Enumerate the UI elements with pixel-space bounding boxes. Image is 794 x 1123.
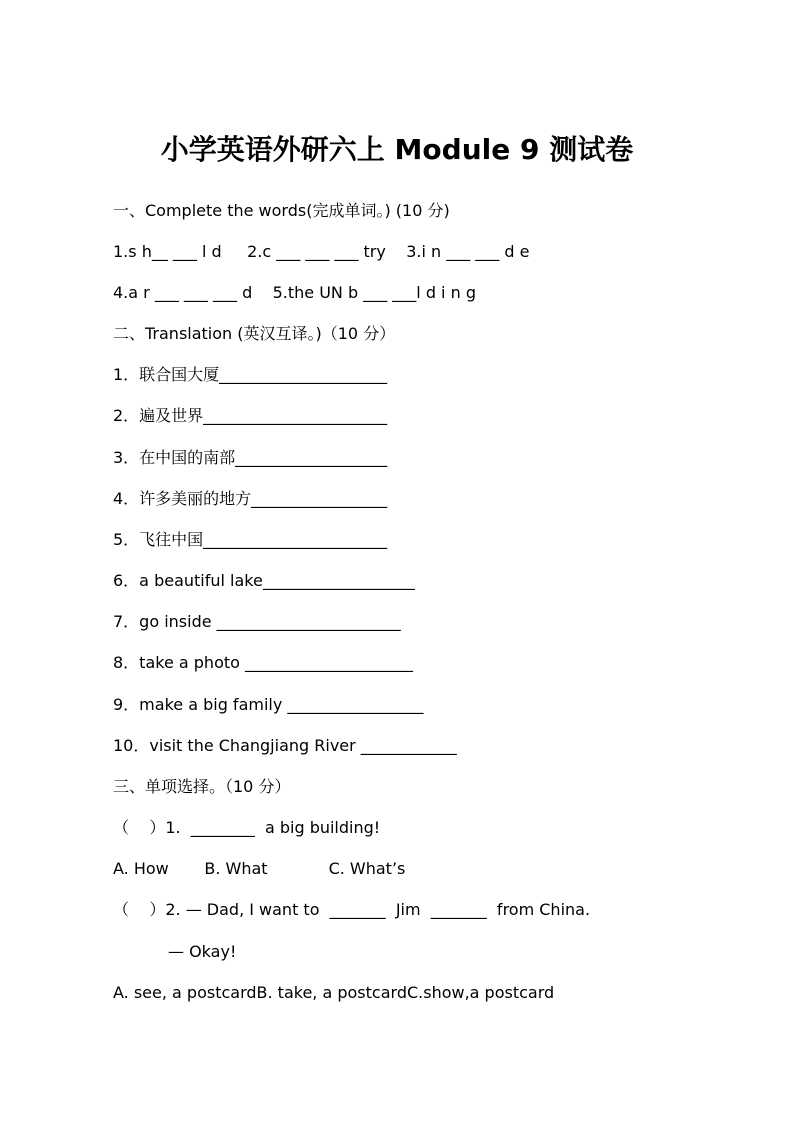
translation-item: 1．联合国大厦_____________________ — [113, 365, 388, 384]
translation-item: 7．go inside _______________________ — [113, 612, 401, 631]
translation-item: 8．take a photo _____________________ — [113, 653, 414, 672]
section-1-heading: 一、Complete the words(完成单词。) (10 分) — [113, 201, 450, 220]
question-2: （ ）2. — Dad, I want to _______ Jim _______ from China. — [113, 900, 591, 919]
question-2-reply: — Okay! — [168, 942, 237, 961]
translation-item: 2．遍及世界_______________________ — [113, 406, 388, 425]
translation-item: 3．在中国的南部___________________ — [113, 448, 388, 467]
question-1-options: A. How B. What C. What’s — [113, 859, 406, 878]
section-1-line-2: 4.a r ___ ___ ___ d 5.the UN b ___ ___l d i n g — [113, 283, 476, 302]
translation-item: 4．许多美丽的地方_________________ — [113, 489, 388, 508]
translation-item: 9．make a big family _________________ — [113, 695, 424, 714]
section-1-line-1: 1.s h__ ___ l d 2.c ___ ___ ___ try 3.i n ___ ___ d e — [113, 242, 530, 261]
section-2-heading: 二、Translation (英汉互译。)（10 分） — [113, 324, 396, 343]
translation-item: 5．飞往中国_______________________ — [113, 530, 388, 549]
translation-item: 10．visit the Changjiang River ____________ — [113, 736, 457, 755]
question-2-options: A. see, a postcardB. take, a postcardC.show,a postcard — [113, 983, 555, 1002]
question-1: （ ）1. ________ a big building! — [113, 818, 381, 837]
translation-item: 6．a beautiful lake___________________ — [113, 571, 415, 590]
section-3-heading: 三、单项选择。（10 分） — [113, 777, 291, 796]
page-title: 小学英语外研六上 Module 9 测试卷 — [160, 133, 634, 166]
